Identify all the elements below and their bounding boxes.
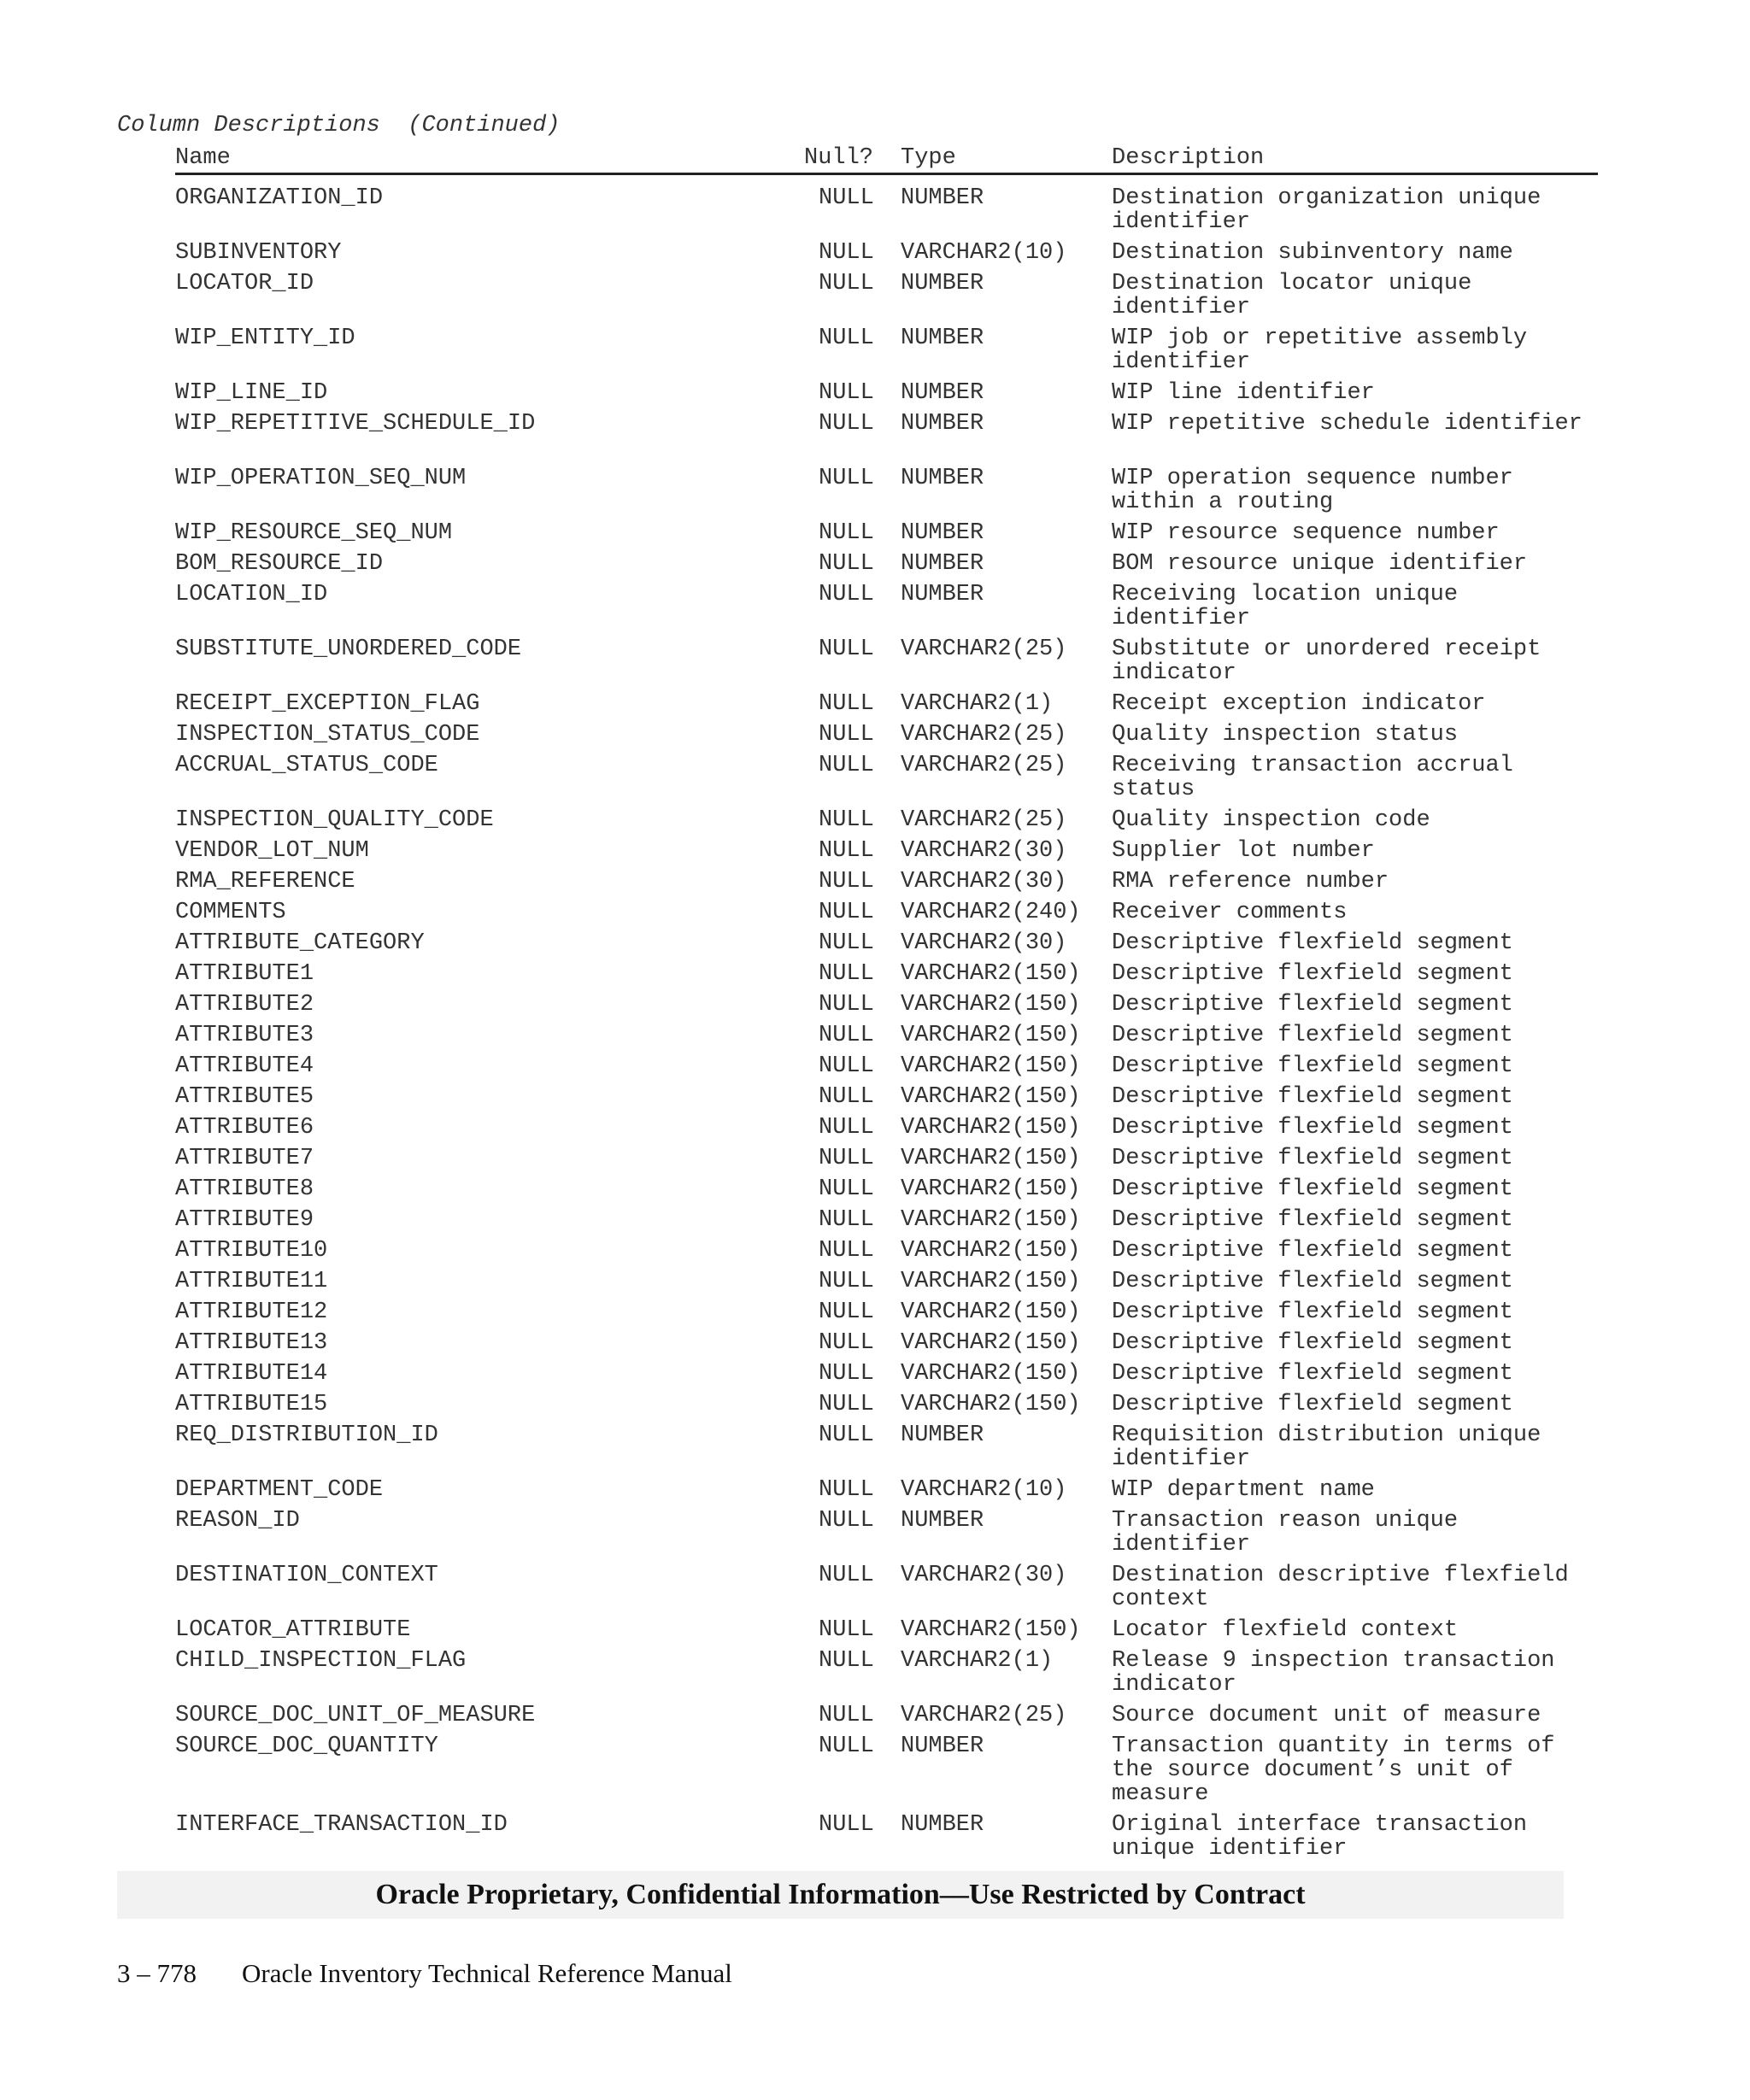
column-description: WIP operation sequence number within a routing [1112,466,1513,515]
column-type: VARCHAR2(30) [901,838,1067,864]
column-null: NULL [819,551,874,577]
column-description: Descriptive flexfield segment [1112,1330,1513,1356]
column-description: Release 9 inspection transaction indicator [1112,1648,1555,1698]
column-null: NULL [819,1146,874,1171]
table-row [0,1144,1750,1175]
confidentiality-notice: Oracle Proprietary, Confidential Information––Use Restricted by Contract [117,1871,1564,1919]
column-description: Quality inspection status [1112,722,1459,748]
table-row [0,898,1750,929]
column-name: ATTRIBUTE11 [175,1269,328,1294]
column-null: NULL [819,1563,874,1588]
column-description: BOM resource unique identifier [1112,551,1528,577]
column-type: VARCHAR2(150) [901,1115,1081,1141]
column-name: COMMENTS [175,900,286,925]
column-description: Supplier lot number [1112,838,1375,864]
column-description: Receiving transaction accrual status [1112,753,1513,802]
column-null: NULL [819,1207,874,1233]
column-description: Descriptive flexfield segment [1112,1115,1513,1141]
column-null: NULL [819,691,874,717]
header-name: Name [175,145,231,171]
column-type: VARCHAR2(25) [901,753,1067,778]
column-description: Descriptive flexfield segment [1112,1361,1513,1387]
column-name: SUBINVENTORY [175,240,342,266]
column-name: REQ_DISTRIBUTION_ID [175,1422,438,1448]
column-description: Descriptive flexfield segment [1112,1207,1513,1233]
table-row [0,1701,1750,1732]
column-name: ATTRIBUTE5 [175,1084,314,1110]
column-null: NULL [819,1733,874,1759]
column-name: ATTRIBUTE15 [175,1392,328,1417]
column-name: DESTINATION_CONTEXT [175,1563,438,1588]
column-null: NULL [819,900,874,925]
table-row [0,635,1750,689]
table-row [0,959,1750,990]
column-null: NULL [819,992,874,1018]
column-null: NULL [819,326,874,351]
column-null: NULL [819,582,874,607]
column-null: NULL [819,807,874,833]
column-name: CHILD_INSPECTION_FLAG [175,1648,467,1674]
column-name: ATTRIBUTE2 [175,992,314,1018]
column-null: NULL [819,961,874,987]
column-null: NULL [819,1617,874,1643]
table-row [0,1732,1750,1810]
column-type: VARCHAR2(150) [901,1053,1081,1079]
column-description: Descriptive flexfield segment [1112,1299,1513,1325]
column-description: Descriptive flexfield segment [1112,1176,1513,1202]
table-row [0,1021,1750,1052]
table-row [0,1052,1750,1082]
column-type: NUMBER [901,466,984,491]
column-null: NULL [819,1812,874,1838]
column-name: ATTRIBUTE3 [175,1023,314,1048]
column-type: VARCHAR2(150) [901,1238,1081,1264]
column-type: VARCHAR2(150) [901,1084,1081,1110]
column-name: WIP_LINE_ID [175,380,328,406]
table-row [0,549,1750,580]
table-header [175,144,1598,175]
table-row [0,1616,1750,1646]
column-null: NULL [819,869,874,895]
column-description: Receipt exception indicator [1112,691,1486,717]
column-null: NULL [819,411,874,437]
column-name: INSPECTION_QUALITY_CODE [175,807,494,833]
column-type: VARCHAR2(1) [901,1648,1054,1674]
column-null: NULL [819,722,874,748]
column-name: ATTRIBUTE10 [175,1238,328,1264]
column-name: ATTRIBUTE12 [175,1299,328,1325]
column-name: SOURCE_DOC_QUANTITY [175,1733,438,1759]
column-null: NULL [819,1703,874,1728]
column-type: VARCHAR2(30) [901,1563,1067,1588]
column-description: Descriptive flexfield segment [1112,992,1513,1018]
column-name: WIP_ENTITY_ID [175,326,355,351]
table-row [0,929,1750,959]
column-name: ATTRIBUTE8 [175,1176,314,1202]
column-type: VARCHAR2(25) [901,1703,1067,1728]
column-type: VARCHAR2(10) [901,1477,1067,1503]
column-type: NUMBER [901,1733,984,1759]
column-name: ATTRIBUTE7 [175,1146,314,1171]
column-null: NULL [819,1299,874,1325]
column-name: INTERFACE_TRANSACTION_ID [175,1812,508,1838]
column-type: VARCHAR2(150) [901,1361,1081,1387]
column-description: Descriptive flexfield segment [1112,1238,1513,1264]
column-type: VARCHAR2(25) [901,807,1067,833]
column-description: Descriptive flexfield segment [1112,1023,1513,1048]
column-null: NULL [819,930,874,956]
header-type: Type [901,145,956,171]
column-description: Substitute or unordered receipt indicator [1112,636,1542,686]
table-row [0,378,1750,409]
table-row [0,269,1750,324]
column-null: NULL [819,1422,874,1448]
column-description: RMA reference number [1112,869,1389,895]
table-row [0,1298,1750,1329]
column-name: DEPARTMENT_CODE [175,1477,384,1503]
column-type: VARCHAR2(150) [901,1023,1081,1048]
column-null: NULL [819,240,874,266]
table-row [0,720,1750,751]
column-null: NULL [819,838,874,864]
column-type: NUMBER [901,185,984,211]
column-description: Transaction reason unique identifier [1112,1508,1459,1557]
column-name: ORGANIZATION_ID [175,185,384,211]
column-null: NULL [819,1477,874,1503]
column-type: VARCHAR2(150) [901,1299,1081,1325]
table-row [0,1390,1750,1421]
column-name: WIP_OPERATION_SEQ_NUM [175,466,467,491]
table-row [0,751,1750,806]
column-type: VARCHAR2(25) [901,636,1067,662]
column-description: Original interface transaction unique identifier [1112,1812,1528,1862]
table-row [0,867,1750,898]
table-row [0,1359,1750,1390]
column-name: BOM_RESOURCE_ID [175,551,384,577]
column-type: NUMBER [901,1422,984,1448]
column-description: Descriptive flexfield segment [1112,1392,1513,1417]
table-row [0,1082,1750,1113]
column-type: NUMBER [901,271,984,296]
column-type: VARCHAR2(10) [901,240,1067,266]
column-description: Requisition distribution unique identifier [1112,1422,1542,1472]
column-type: VARCHAR2(150) [901,992,1081,1018]
table-row [0,1810,1750,1865]
column-type: VARCHAR2(150) [901,961,1081,987]
column-description: WIP repetitive schedule identifier [1112,411,1583,437]
column-name: ATTRIBUTE9 [175,1207,314,1233]
column-null: NULL [819,1361,874,1387]
column-type: VARCHAR2(150) [901,1207,1081,1233]
table-row [0,689,1750,720]
column-null: NULL [819,1508,874,1534]
column-name: WIP_RESOURCE_SEQ_NUM [175,520,453,546]
column-null: NULL [819,1084,874,1110]
column-description: Descriptive flexfield segment [1112,1084,1513,1110]
table-row [0,1205,1750,1236]
column-description: WIP line identifier [1112,380,1375,406]
column-null: NULL [819,1238,874,1264]
column-type: VARCHAR2(150) [901,1617,1081,1643]
column-null: NULL [819,1053,874,1079]
column-name: LOCATOR_ID [175,271,314,296]
column-type: VARCHAR2(150) [901,1176,1081,1202]
table-row [0,324,1750,378]
column-type: NUMBER [901,411,984,437]
column-type: VARCHAR2(150) [901,1146,1081,1171]
table-row [0,1506,1750,1561]
column-name: LOCATOR_ATTRIBUTE [175,1617,411,1643]
column-type: NUMBER [901,380,984,406]
column-description: Transaction quantity in terms of the source document’s unit of measure [1112,1733,1555,1807]
column-null: NULL [819,1176,874,1202]
column-null: NULL [819,753,874,778]
column-description: Descriptive flexfield segment [1112,961,1513,987]
column-type: NUMBER [901,1812,984,1838]
column-description: Destination locator unique identifier [1112,271,1472,320]
column-null: NULL [819,1115,874,1141]
header-null: Null? [804,145,874,171]
column-description: WIP job or repetitive assembly identifier [1112,326,1528,375]
table-row [0,990,1750,1021]
table-row [0,1236,1750,1267]
column-type: NUMBER [901,326,984,351]
table-row [0,464,1750,519]
column-type: NUMBER [901,551,984,577]
table-row [0,238,1750,269]
table-row [0,836,1750,867]
column-null: NULL [819,380,874,406]
column-name: SOURCE_DOC_UNIT_OF_MEASURE [175,1703,536,1728]
column-description: Source document unit of measure [1112,1703,1542,1728]
header-description: Description [1112,145,1265,171]
column-type: VARCHAR2(25) [901,722,1067,748]
column-description-table [0,184,1750,1865]
column-name: RECEIPT_EXCEPTION_FLAG [175,691,480,717]
column-name: ATTRIBUTE4 [175,1053,314,1079]
column-type: VARCHAR2(240) [901,900,1081,925]
column-type: VARCHAR2(150) [901,1392,1081,1417]
column-description: Quality inspection code [1112,807,1430,833]
column-description: Destination subinventory name [1112,240,1513,266]
column-name: ATTRIBUTE6 [175,1115,314,1141]
column-description: Descriptive flexfield segment [1112,1053,1513,1079]
column-name: INSPECTION_STATUS_CODE [175,722,480,748]
column-null: NULL [819,466,874,491]
column-null: NULL [819,1023,874,1048]
column-name: SUBSTITUTE_UNORDERED_CODE [175,636,522,662]
table-row [0,1561,1750,1616]
table-row [0,409,1750,464]
table-row [0,1267,1750,1298]
table-row [0,1646,1750,1701]
column-null: NULL [819,636,874,662]
section-title: Column Descriptions (Continued) [117,113,561,138]
column-description: Descriptive flexfield segment [1112,930,1513,956]
column-name: ACCRUAL_STATUS_CODE [175,753,438,778]
page-number: 3 – 778 [117,1958,197,1988]
table-row [0,580,1750,635]
column-null: NULL [819,1648,874,1674]
column-type: VARCHAR2(150) [901,1269,1081,1294]
column-type: NUMBER [901,1508,984,1534]
column-null: NULL [819,520,874,546]
column-type: VARCHAR2(1) [901,691,1054,717]
column-name: VENDOR_LOT_NUM [175,838,369,864]
column-type: VARCHAR2(30) [901,869,1067,895]
column-null: NULL [819,1330,874,1356]
column-type: NUMBER [901,520,984,546]
column-type: VARCHAR2(150) [901,1330,1081,1356]
column-description: WIP department name [1112,1477,1375,1503]
table-row [0,1475,1750,1506]
column-description: Destination descriptive flexfield context [1112,1563,1569,1612]
column-type: VARCHAR2(30) [901,930,1067,956]
column-description: Destination organization unique identifier [1112,185,1542,235]
column-null: NULL [819,271,874,296]
page-footer [117,1958,732,1989]
table-row [0,1329,1750,1359]
column-type: NUMBER [901,582,984,607]
column-name: ATTRIBUTE1 [175,961,314,987]
column-description: Locator flexfield context [1112,1617,1459,1643]
column-name: ATTRIBUTE_CATEGORY [175,930,425,956]
column-null: NULL [819,1269,874,1294]
column-name: WIP_REPETITIVE_SCHEDULE_ID [175,411,536,437]
column-name: REASON_ID [175,1508,300,1534]
column-null: NULL [819,185,874,211]
column-description: Receiving location unique identifier [1112,582,1459,631]
column-description: Descriptive flexfield segment [1112,1269,1513,1294]
column-null: NULL [819,1392,874,1417]
column-name: LOCATION_ID [175,582,328,607]
column-name: RMA_REFERENCE [175,869,355,895]
column-name: ATTRIBUTE14 [175,1361,328,1387]
column-name: ATTRIBUTE13 [175,1330,328,1356]
table-row [0,1175,1750,1205]
manual-title: Oracle Inventory Technical Reference Manual [242,1958,732,1988]
table-row [0,806,1750,836]
column-description: Descriptive flexfield segment [1112,1146,1513,1171]
table-row [0,519,1750,549]
column-description: WIP resource sequence number [1112,520,1500,546]
table-row [0,1421,1750,1475]
table-row [0,184,1750,238]
table-row [0,1113,1750,1144]
column-description: Receiver comments [1112,900,1348,925]
